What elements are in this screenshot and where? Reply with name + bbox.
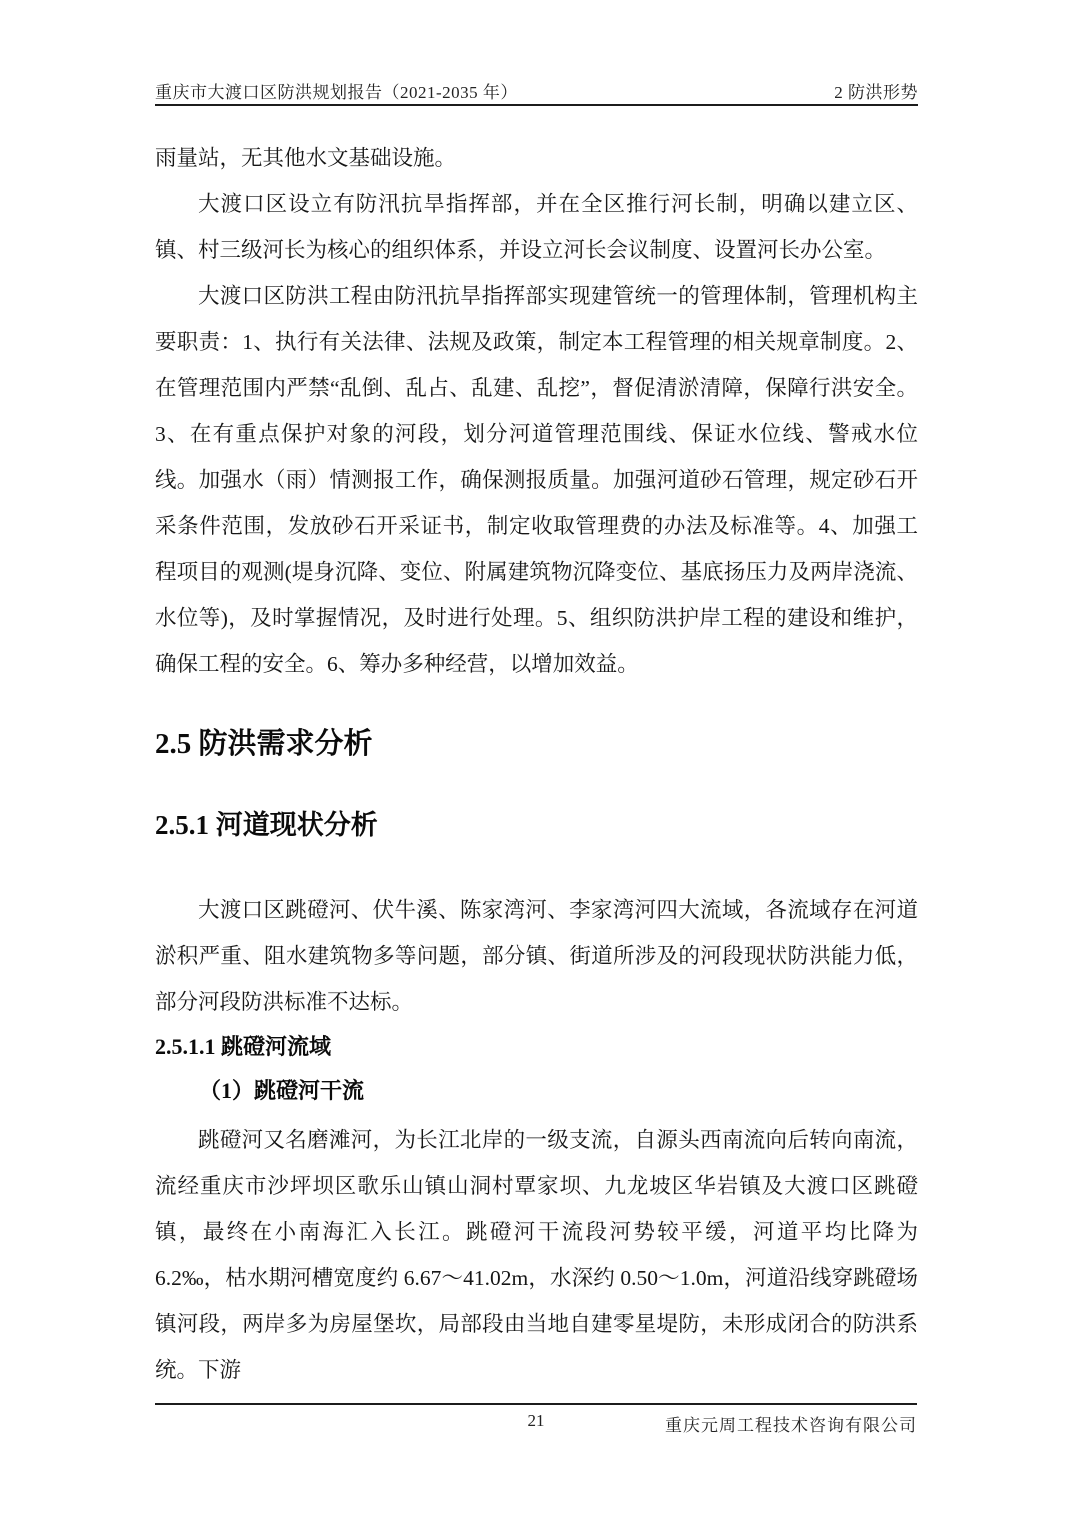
heading-2-5-flood-demand-analysis: 2.5 防洪需求分析: [155, 728, 373, 760]
page-number: 21: [527, 1411, 545, 1430]
paragraph-four-basins: 大渡口区跳磴河、伏牛溪、陈家湾河、李家湾河四大流域，各流域存在河道淤积严重、阻水建筑物多等问题，部分镇、街道所涉及的河段现状防洪能力低，部分河段防洪标准不达标。: [155, 898, 918, 1014]
page-header: [155, 78, 918, 103]
header-chapter-label: 2 防洪形势: [834, 83, 918, 102]
paragraph-management-duties: 大渡口区防洪工程由防汛抗旱指挥部实现建管统一的管理体制，管理机构主要职责：1、执行有关法律、法规及政策，制定本工程管理的相关规章制度。2、在管理范围内严禁“乱倒、乱占、乱建、乱挖”，督促清淤清障，保障行洪安全。3、在有重点保护对象的河段，划分河道管理范围线、保证水位线、警戒水位线。加强水（雨）情测报工作，确保测报质量。加强河道砂石管理，规定砂石开采条件范围，发放砂石开采证书，制定收取管理费的办法及标准等。4、加强工程项目的观测(堤身沉降、变位、附属建筑物沉降变位、基底扬压力及两岸浇流、水位等)，及时掌握情况，及时进行处理。5、组织防洪护岸工程的建设和维护，确保工程的安全。6、筹办多种经营，以增加效益。: [155, 284, 918, 676]
heading-2-5-1-1-tiaodeng-basin: 2.5.1.1 跳磴河流域: [155, 1034, 332, 1059]
heading-tiaodeng-mainstream: （1）跳磴河干流: [199, 1078, 365, 1103]
document-content: [155, 135, 918, 1393]
header-report-title: 重庆市大渡口区防洪规划报告（2021-2035 年）: [155, 83, 518, 102]
heading-2-5-1-river-status-analysis: 2.5.1 河道现状分析: [155, 810, 378, 840]
footer-company-name: 重庆元周工程技术咨询有限公司: [665, 1416, 917, 1435]
paragraph-river-chief-system: 大渡口区设立有防汛抗旱指挥部，并在全区推行河长制，明确以建立区、镇、村三级河长为核心的组织体系，并设立河长会议制度、设置河长办公室。: [155, 192, 918, 262]
paragraph-tiaodeng-description: 跳磴河又名磨滩河，为长江北岸的一级支流，自源头西南流向后转向南流，流经重庆市沙坪坝区歌乐山镇山洞村覃家坝、九龙坡区华岩镇及大渡口区跳磴镇，最终在小南海汇入长江。跳磴河干流段河势较平缓，河道平均比降为 6.2‰，枯水期河槽宽度约 6.67～41.02m，水深约 0.50～1.0m，河道沿线穿跳磴场镇河段，两岸多为房屋堡坎，局部段由当地自建零星堤防，未形成闭合的防洪系统。下游: [155, 1128, 918, 1382]
page-footer: [155, 1403, 917, 1443]
header-rule: [155, 104, 918, 106]
paragraph-rain-station: 雨量站，无其他水文基础设施。: [155, 146, 457, 170]
